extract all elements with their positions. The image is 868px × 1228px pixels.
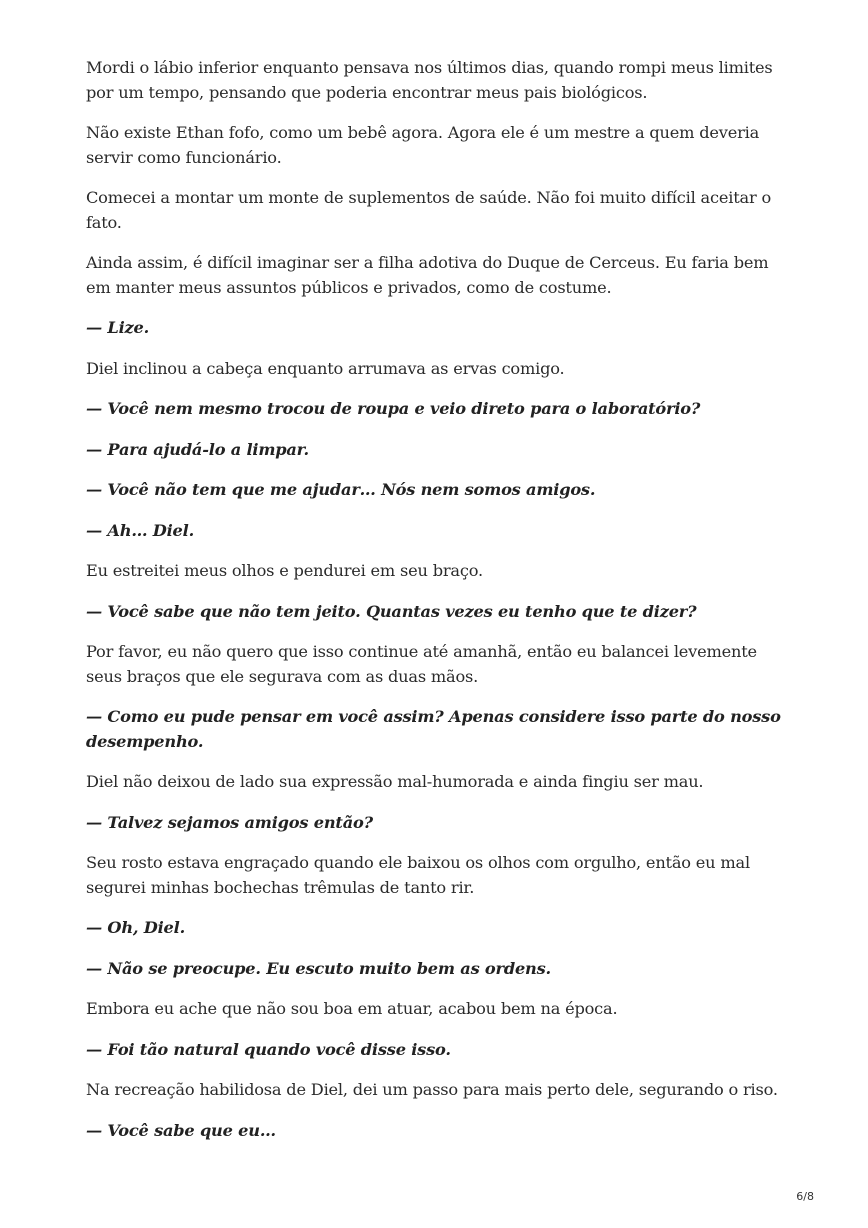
- paragraph-dialogue: — Não se preocupe. Eu escuto muito bem as ordens.: [86, 958, 551, 978]
- paragraph-narration: Ainda assim, é difícil imaginar ser a filha adotiva do Duque de Cerceus. Eu faria bem em manter meus assuntos públicos e privados, como de costume.: [86, 253, 769, 297]
- paragraph-narration: Eu estreitei meus olhos e pendurei em seu braço.: [86, 561, 483, 580]
- paragraph-dialogue: — Você nem mesmo trocou de roupa e veio direto para o laboratório?: [86, 399, 701, 418]
- paragraph-narration: Diel não deixou de lado sua expressão mal-humorada e ainda fingiu ser mau.: [86, 772, 704, 791]
- paragraph-dialogue: — Você sabe que eu…: [86, 1120, 276, 1140]
- paragraph-dialogue: — Talvez sejamos amigos então?: [86, 812, 373, 832]
- paragraph-narration: Comecei a montar um monte de suplementos de saúde. Não foi muito difícil aceitar o fato.: [86, 188, 772, 232]
- paragraph-narration: Diel inclinou a cabeça enquanto arrumava as ervas comigo.: [86, 358, 565, 378]
- paragraph-dialogue: — Oh, Diel.: [86, 918, 186, 937]
- paragraph-narration: Seu rosto estava engraçado quando ele baixou os olhos com orgulho, então eu mal segurei minhas bochechas trêmulas de tanto rir.: [86, 853, 750, 897]
- paragraph-narration: Não existe Ethan fofo, como um bebê agora. Agora ele é um mestre a quem deveria servir como funcionário.: [86, 123, 760, 167]
- paragraph-dialogue: — Como eu pude pensar em você assim? Apenas considere isso parte do nosso desempenho.: [86, 707, 781, 751]
- document-body: [86, 56, 786, 1159]
- paragraph-dialogue: — Lize.: [86, 318, 150, 337]
- paragraph-dialogue: — Você sabe que não tem jeito. Quantas vezes eu tenho que te dizer?: [86, 601, 697, 621]
- paragraph-dialogue: — Para ajudá-lo a limpar.: [86, 439, 309, 459]
- paragraph-dialogue: — Foi tão natural quando você disse isso.: [86, 1039, 451, 1059]
- paragraph-dialogue: — Ah… Diel.: [86, 520, 195, 540]
- page-number: 6/8: [796, 1190, 814, 1203]
- paragraph-dialogue: — Você não tem que me ajudar… Nós nem somos amigos.: [86, 480, 596, 499]
- paragraph-narration: Na recreação habilidosa de Diel, dei um passo para mais perto dele, segurando o riso.: [86, 1080, 778, 1099]
- paragraph-narration: Por favor, eu não quero que isso continue até amanhã, então eu balancei levemente seus braços que ele segurava com as duas mãos.: [86, 642, 757, 686]
- paragraph-narration: Mordi o lábio inferior enquanto pensava nos últimos dias, quando rompi meus limites por um tempo, pensando que poderia encontrar meus pais biológicos.: [86, 58, 773, 102]
- paragraph-narration: Embora eu ache que não sou boa em atuar, acabou bem na época.: [86, 999, 618, 1018]
